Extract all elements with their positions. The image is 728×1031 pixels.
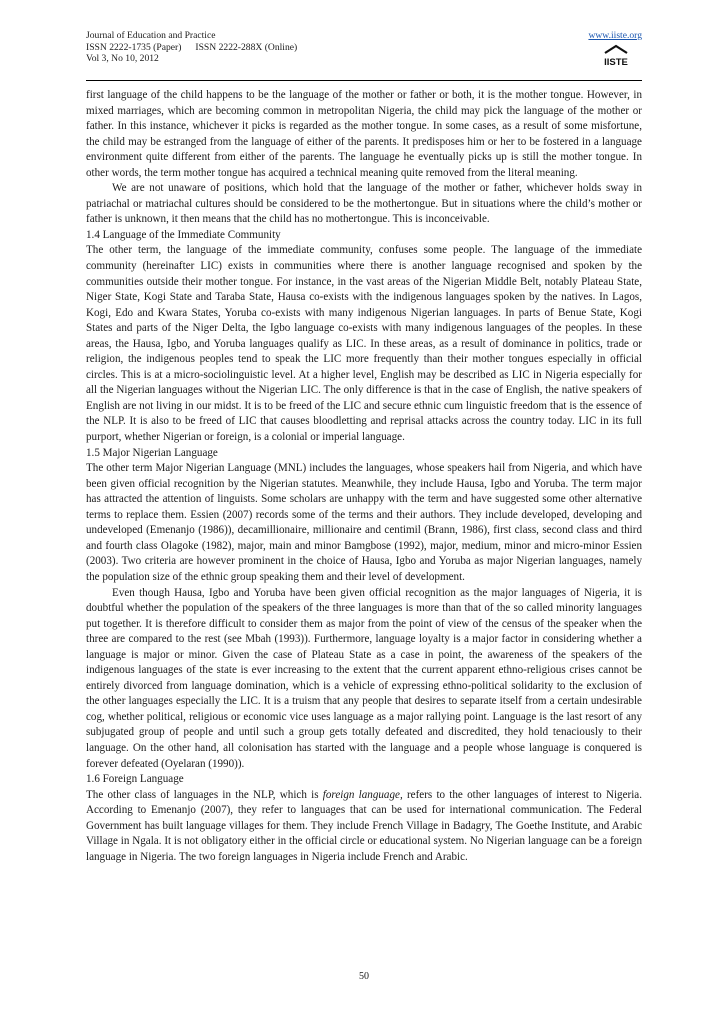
paragraph-mnl: The other term Major Nigerian Language (MNL) includes the languages, whose speakers hail from Nigeria, and which have been given official recognition by the Nigerian statutes. Meanwhile, they include Hausa, Igbo and Yoruba. The term major has attracted the attention of linguists. Some scholars are unhappy with the term and have suggested some other alternative terms to replace them. Essien (2007) records some of the terms and their authors. They include developed, developing and undeveloped (Emenanjo (1986)), decamillionaire, millionaire and centimil (Brann, 1986), first class, second class and third and fourth class Olagoke (1982), major, main and minor Bamgbose (1992), major, medium, minor and micro-minor Essien (2003). Two criteria are however prominent in the choice of Hausa, Igbo and Yoruba as major Nigerian languages, namely the population size of the ethnic group speaking them and their level of development. xyxy=(86,462,642,583)
volume-info: Vol 3, No 10, 2012 xyxy=(86,53,159,64)
logo-text: IISTE xyxy=(604,57,628,68)
paragraph-lic: The other term, the language of the immediate community, confuses some people. The language of the immediate community (hereinafter LIC) exists in communities where there is another language recognised and spoken by the communities outside their mother tongue. For instance, in the vast areas of the Nigerian Middle Belt, notably Plateau State, Niger State, Kogi State and Taraba State, Hausa co-exists with the indigenous languages spoken by the natives. In Lagos, Kogi, Edo and Kwara States, Yoruba co-exists with many indigenous Nigerian languages. In parts of Benue State, Kogi States and parts of the Niger Delta, the Igbo language co-exists with many indigenous languages of the peoples. In these areas, the Hausa, Igbo, and Yoruba languages qualify as LIC. In these areas, as a result of dominance in politics, trade or religion, the indigenous peoples tend to speak the LIC more frequently than their mother tongues especially in official circles. This is at a micro-sociolinguistic level. At a higher level, English may be described as LIC in Nigeria especially for all the Nigerian languages without the Nigerian LIC. The only difference is that in the case of English, the native speakers of English are not living in our midst. It is to be freed of the LIC and secure ethnic cum linguistic freedom that is the essence of the NLP. It is also to be freed of LIC that causes bloodletting and reprisal attacks across the country today. LIC in its full purport, whether Nigerian or foreign, is a colonial or imperial language. xyxy=(86,244,642,444)
paragraph-official-recognition: Even though Hausa, Igbo and Yoruba have been given official recognition as the major languages of Nigeria, it is doubtful whether the population of the speakers of the three languages is more than that of the so called minority languages put together. It is therefore difficult to consider them as major from the point of view of the census of the speaker when the three are compared to the rest (see Mbah (1993)). Furthermore, language loyalty is a major factor in considering whether a language is major or minor. Given the case of Plateau State as a case in point, the awareness of the speakers of the indigenous languages of the state is ever increasing to the extent that the current apparent ethno-religious crises cannot be entirely divorced from language domination, which is a vehicle of expressing ethno-political solidarity to the exclusion of the other languages especially the LIC. It is a truism that any people that desires to separate itself from a certain undesirable cog, whether political, religious or economic vice uses language as a major rallying point. Language is the last resort of any subjugated group of people and until such a group gets totally defeated and discredited, they hold tenaciously to their language. On the other hand, all colonisation has started with the language and a people whose language is conquered is forever defeated (Oyelaran (1990)). xyxy=(86,586,642,770)
section-heading-lic: 1.4 Language of the Immediate Community xyxy=(86,228,281,241)
issn-line xyxy=(86,42,642,54)
paragraph-foreign-language xyxy=(86,788,642,866)
header-rule xyxy=(86,80,642,81)
article-body xyxy=(86,88,642,865)
page-number: 50 xyxy=(359,971,369,982)
journal-url-wrap xyxy=(588,30,642,42)
journal-name: Journal of Education and Practice xyxy=(86,30,216,41)
journal-url[interactable]: www.iiste.org xyxy=(588,30,642,41)
section-heading-mnl: 1.5 Major Nigerian Language xyxy=(86,446,218,459)
issn-online: ISSN 2222-288X (Online) xyxy=(195,41,298,53)
issn-paper: ISSN 2222-1735 (Paper) xyxy=(86,41,182,53)
foreign-text-end: refers to the other languages of interest to Nigeria. According to Emenanjo (2007), they refer to languages that can be used for international communication. The Federal Government has built language villages for them. They include French Village in Badagry, The Goethe Institute, and Arabic Village in Ngala. It is not obligatory either in the official circle or educational system. No Nigerian language can be a foreign language in Nigeria. The two foreign languages in Nigeria include French and Arabic. xyxy=(86,788,643,863)
iiste-logo-icon xyxy=(602,44,630,68)
page-header xyxy=(86,30,642,85)
section-heading-foreign: 1.6 Foreign Language xyxy=(86,773,184,786)
foreign-term-italic: foreign language, xyxy=(322,788,403,801)
foreign-text-start: The other class of languages in the NLP, which is xyxy=(86,788,323,801)
paragraph-mother-tongue: first language of the child happens to be the language of the mother or father or both, it is the mother tongue. However, in mixed marriages, which are becoming common in metropolitan Nigeria, the child may pick the language of the mother or father. In this instance, whichever it picks is regarded as the mother tongue. In some cases, as a result of some misfortune, the child may be estranged from the language of either of the parents. It predisposes him or her to be fostered in a language environment quite different from either of the parents. The language he eventually picks up is still the mother tongue. In other words, the term mother tongue has acquired a technical meaning quite removed from the literal meaning. xyxy=(86,89,642,179)
paragraph-positions: We are not unaware of positions, which hold that the language of the mother or father, whichever holds sway in patriachal or matriachal cultures should be considered to be the mothertongue. But in situations where the child’s mother or father is unknown, it then means that the child has no mothertongue. This is inconceivable. xyxy=(86,182,642,226)
